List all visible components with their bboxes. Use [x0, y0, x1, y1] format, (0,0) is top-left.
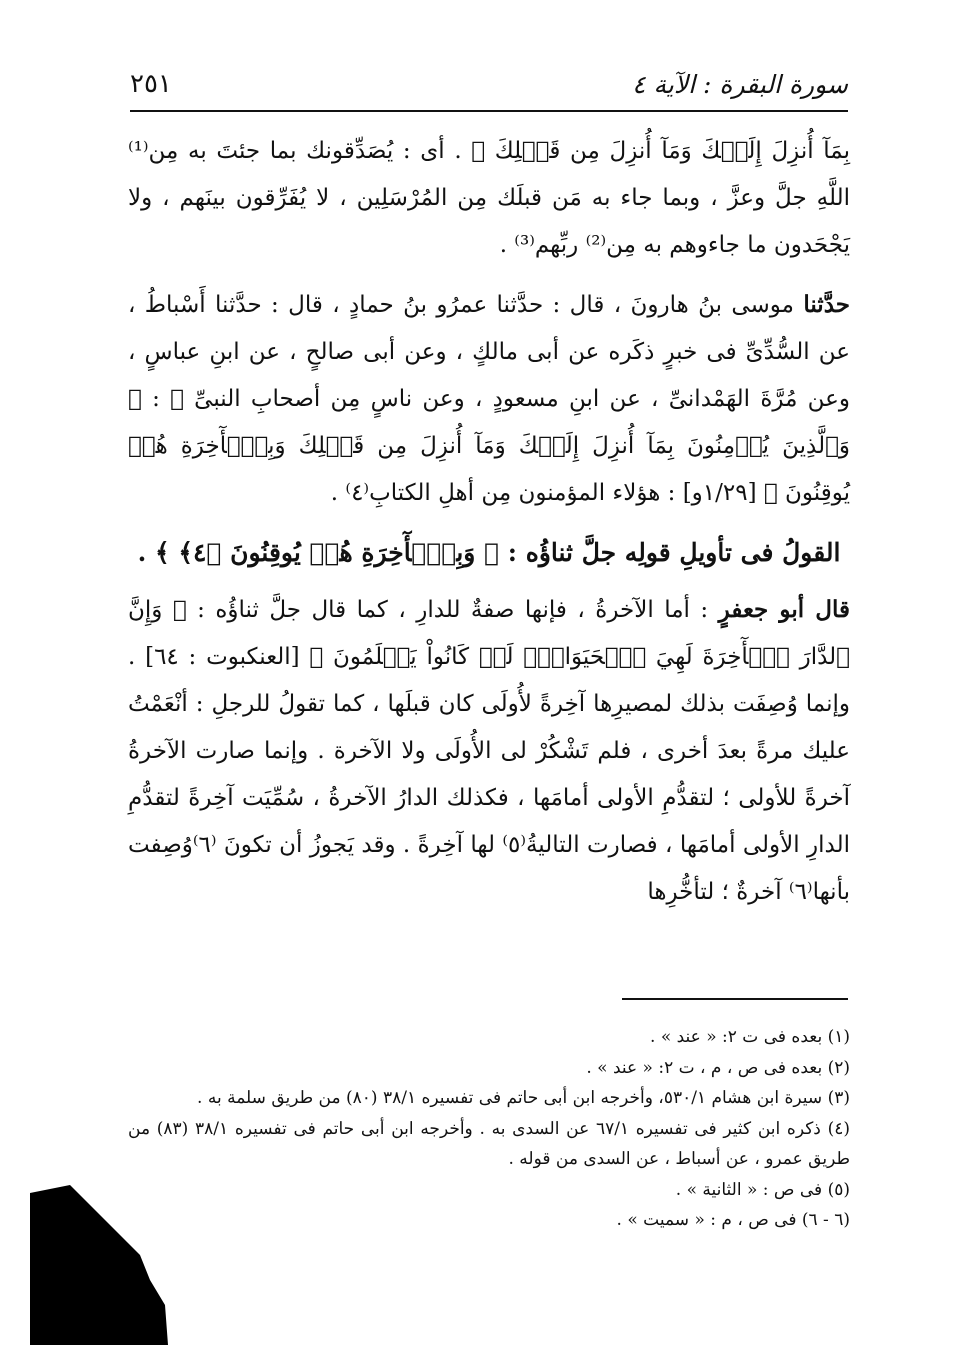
paragraph-2 — [128, 281, 850, 517]
header-rule — [130, 110, 848, 112]
paragraph-2-text: موسى بنُ هارونَ ، قال : حدَّثنا عمرُو بنُ حمادٍ ، قال : حدَّثنا أَسْباطُ ، عن السُّدِّىِّ فى خبرٍ ذكَره عن أبى مالكٍ ، وعن أبى صالحٍ ، عن ابنِ عباسٍ ، وعن مُرَّةَ الهَمْدانىِّ ، عن ابنِ مسعودٍ ، وعن ناسٍ مِن أصحابِ النبىِّ ﷺ : ﴿ وَٱلَّذِينَ يُؤۡمِنُونَ بِمَآ أُنزِلَ إِلَيۡكَ وَمَآ أُنزِلَ مِن قَبۡلِكَ وَبِٱلۡأٓخِرَةِ هُمۡ يُوقِنُونَ ﴾ [١/٢٩و] : هؤلاء المؤمنون مِن أهلِ الكتابِ⁽٤⁾ . — [128, 292, 850, 506]
paragraph-3 — [128, 586, 850, 916]
running-title: سورة البقرة : الآية ٤ — [632, 69, 848, 99]
scan-artifact-shadow — [30, 1185, 170, 1345]
page-number: ٢٥١ — [130, 69, 172, 99]
footnote-5: (٥) فى ص : « الثانية » . — [675, 1179, 850, 1200]
paragraph-2-lead: حدَّثنا — [803, 291, 850, 318]
paragraph-1: بِمَآ أُنزِلَ إِلَيۡكَ وَمَآ أُنزِلَ مِن قَبۡلِكَ ﴾ . أى : يُصَدِّقونك بما جئتَ به مِن⁽¹⁾ اللَّهِ جلَّ وعزَّ ، وبما جاء به مَن قبلَك مِن المُرْسَلِين ، لا يُفَرِّقون بينَهم ، ولا يَجْحَدون ما جاءوهم به مِن⁽²⁾ ربِّهم⁽³⁾ . — [128, 138, 850, 258]
footnote-4: (٤) ذكره ابن كثير فى تفسيره ٦٧/١ عن السدى به . وأخرجه ابن أبى حاتم فى تفسيره ٣٨/١ (٨٣) من طريق عمرو ، عن أسباط ، عن السدى من قوله . — [128, 1118, 850, 1169]
section-heading: القولُ فى تأويلِ قولِه جلَّ ثناؤُه : ﴿ وَبِٱلۡأٓخِرَةِ هُمۡ يُوقِنُونَ ﴿٤﴾ ﴾ . — [137, 538, 841, 567]
paragraph-3-text: : أما الآخرةُ ، فإنها صفةٌ للدارِ ، كما قال جلَّ ثناؤُه : ﴿ وَإِنَّ ٱلدَّارَ ٱلۡأٓخِرَةَ لَهِيَ ٱلۡحَيَوَانُۚ لَوۡ كَانُواْ يَعۡلَمُونَ ﴾ [العنكبوت : ٦٤] . وإنما وُصِفَت بذلك لمصيرِها آخِرةً لأُولَى كان قبلَها ، كما تقولُ للرجلِ : أنْعَمْتُ عليك مرةً بعدَ أخرى ، فلم تَشْكُرْ لى الأُولَى ولا الآخرة . وإنما صارت الآخرةُ آخرةً للأولى ؛ لتقدُّمِ الأولى أمامَها ، فكذلك الدارُ الآخرةُ ، سُمِّيَت آخِرةً لتقدُّمِ الدارِ الأولى أمامَها ، فصارت التاليةُ⁽٥⁾ لها آخِرةً . وقد يَجوزُ أن تكونَ ⁽٦⁾وُصِفت بأنها⁽٦⁾ آخرةٌ ؛ لتأخُّرِها — [128, 597, 850, 905]
footnote-2: (٢) بعده فى ص ، م ، ت ٢: « عند » . — [586, 1057, 850, 1078]
footnotes — [128, 1022, 850, 1236]
paragraph-3-lead: قال أبو جعفرٍ — [718, 596, 850, 623]
footnote-6: (٦ - ٦) فى ص ، م : « سميت » . — [616, 1210, 850, 1230]
footnote-1: (١) بعده فى ت ٢: « عند » . — [650, 1027, 850, 1047]
footnote-3: (٣) سيرة ابن هشام ٥٣٠/١، وأخرجه ابن أبى حاتم فى تفسيره ٣٨/١ (٨٠) من طريق سلمة به . — [197, 1088, 850, 1108]
footnote-separator — [622, 998, 848, 1000]
main-text — [128, 128, 850, 928]
page-header — [130, 62, 848, 106]
